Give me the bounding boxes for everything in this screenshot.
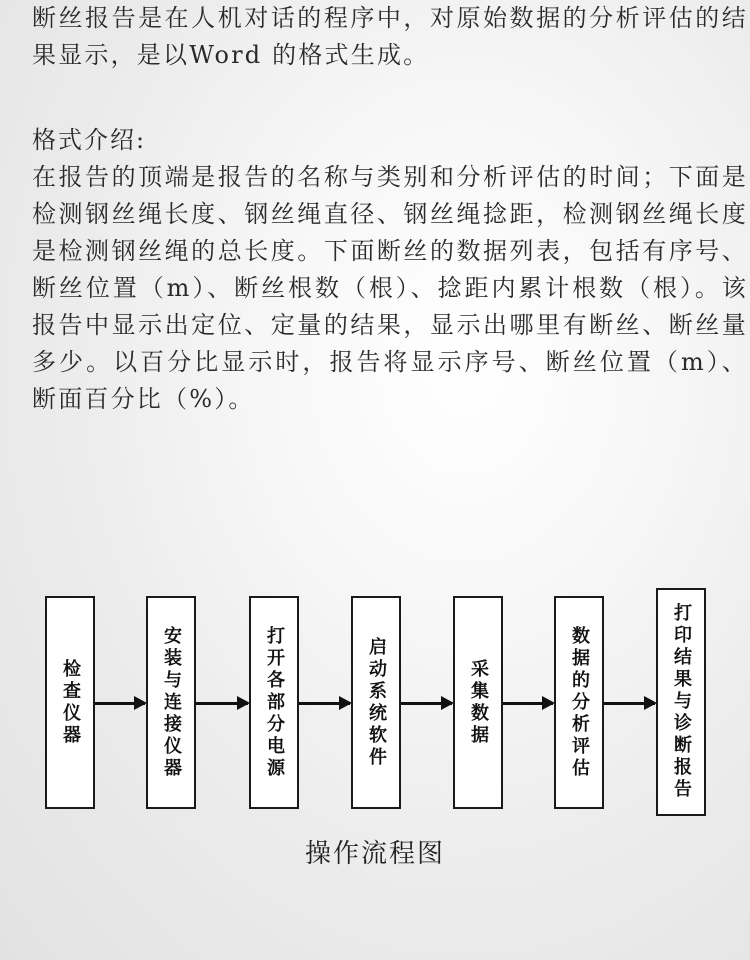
flow-step-label: 数据的分析评估 [569, 625, 590, 780]
flow-arrow [604, 702, 655, 705]
flow-step-label: 采集数据 [468, 658, 489, 747]
flow-arrow [95, 702, 145, 705]
flow-step-label: 安装与连接仪器 [161, 625, 182, 780]
flow-step-label: 检查仪器 [60, 658, 81, 747]
flow-step-install-connect [146, 596, 196, 809]
flow-step-start-software [351, 596, 401, 809]
intro-paragraph: 断丝报告是在人机对话的程序中，对原始数据的分析评估的结果显示，是以Word 的格式生成。 [32, 4, 748, 69]
flow-step-check-instrument [45, 596, 95, 809]
flow-step-power-on [249, 596, 299, 809]
format-paragraph: 在报告的顶端是报告的名称与类别和分析评估的时间；下面是检测钢丝绳长度、钢丝绳直径、钢丝绳捻距，检测钢丝绳长度是检测钢丝绳的总长度。下面断丝的数据列表，包括有序号、断丝位置（m）、断丝根数（根）、捻距内累计根数（根）。该报告中显示出定位、定量的结果，显示出哪里有断丝、断丝量多少。以百分比显示时，报告将显示序号、断丝位置（m）、断面百分比（%）。 [32, 163, 748, 413]
format-heading: 格式介绍: [32, 126, 147, 154]
format-section [32, 122, 748, 418]
flow-arrow [401, 702, 452, 705]
flow-step-collect-data [453, 596, 503, 809]
flow-arrow [196, 702, 248, 705]
flow-arrow [503, 702, 553, 705]
flow-step-label: 启动系统软件 [366, 636, 387, 769]
flow-step-analysis [554, 596, 604, 809]
flow-arrow [299, 702, 350, 705]
flow-step-label: 打印结果与诊断报告 [671, 603, 692, 801]
flow-step-print-report [656, 588, 706, 816]
intro-section [32, 0, 748, 74]
flow-step-label: 打开各部分电源 [264, 625, 285, 780]
flowchart-caption: 操作流程图 [304, 839, 445, 869]
